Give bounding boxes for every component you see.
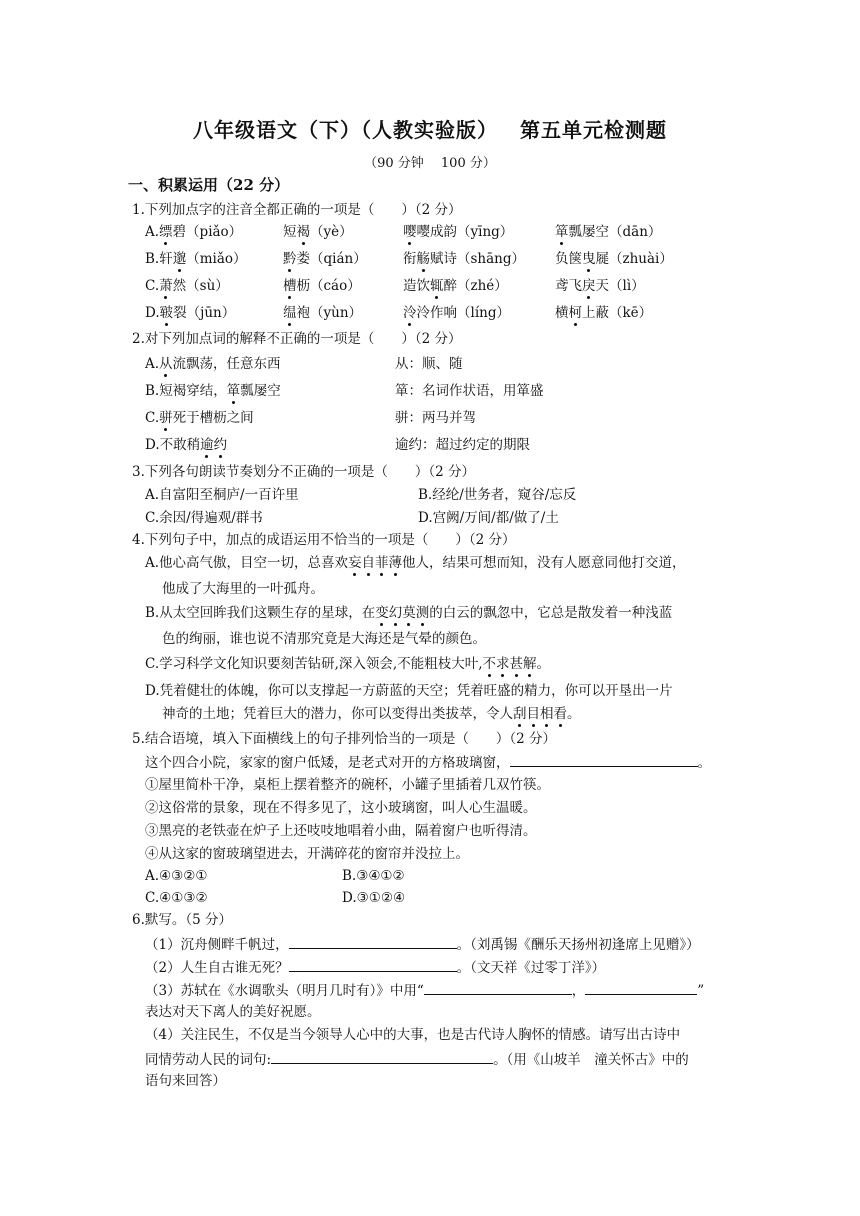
q1-option-c4: 鸢飞戾天（lì）	[555, 278, 645, 294]
q2-option-d-explain: 逾约：超过约定的期限	[395, 437, 530, 453]
q2-option-a: A.从流飘荡，任意东西	[145, 356, 281, 372]
q4-option-c: C.学习科学文化知识要刻苦钻研,深入领会,不能粗枝大叶,不求甚解。	[145, 656, 551, 672]
q1-option-d2: 缊袍（yùn）	[283, 305, 363, 321]
emphasis-char: 妄	[348, 555, 362, 571]
emphasis-char: 薄	[388, 555, 403, 571]
title-main: 八年级语文（下）（人教实验版）	[193, 118, 498, 142]
emphasis-char: 褐	[296, 224, 310, 240]
q4-stem: 4.下列句子中，加点的成语运用不恰当的一项是（ ）（2 分）	[132, 532, 516, 548]
q2-option-d: D.不敢稍逾约	[145, 437, 228, 453]
q6-item-3-quote-end: ”	[697, 983, 705, 999]
emphasis-char: 解	[523, 656, 537, 672]
q1-option-b3: 衔觞赋诗（shāng）	[403, 251, 526, 267]
q1-option-d1: D.皲裂（jūn）	[145, 305, 236, 321]
q6-item-4-line1: （4）关注民生，不仅是当今领导人心中的大事，也是古代诗人胸怀的情感。请写出古诗中	[145, 1027, 681, 1043]
emphasis-char: 幻	[388, 605, 403, 621]
emphasis-char: 缊	[283, 305, 297, 321]
q5-context	[145, 752, 711, 772]
q4-option-a-line1: A.他心高气傲，目空一切，总喜欢妄自菲薄他人，结果可想而知，没有人愿意同他打交道，	[145, 555, 686, 571]
q1-option-c3: 造饮辄醉（zhé）	[403, 278, 508, 294]
q5-context-text: 这个四合小院，家家的窗户低矮，是老式对开的方格玻璃窗，	[145, 755, 510, 771]
q6-item-3	[145, 980, 704, 1000]
q6-item-1-source: 。（刘禹锡《酬乐天扬州初逢席上见赠》）	[456, 937, 700, 953]
emphasis-char: 邈	[172, 251, 187, 267]
q6-item-4-line2	[145, 1049, 689, 1069]
emphasis-char: 相	[540, 706, 554, 722]
emphasis-char: 甚	[509, 656, 524, 672]
emphasis-char: 戾	[582, 278, 596, 294]
q1-option-d3: 泠泠作响（líng）	[403, 305, 510, 321]
emphasis-char: 逾	[200, 437, 214, 453]
emphasis-char: 柯	[568, 305, 582, 321]
q6-item-3-line2: 表达对天下离人的美好祝愿。	[145, 1004, 321, 1020]
q6-item-4-source: 。（用《山坡羊 潼关怀古》中的	[493, 1052, 689, 1068]
q1-option-b4: 负箧曳屣（zhuài）	[555, 251, 673, 267]
q4-option-d-line1: D.凭着健壮的体魄，你可以支撑起一方蔚蓝的天空；凭着旺盛的精力，你可以开垦出一片	[145, 683, 673, 699]
emphasis-char: 皲	[159, 305, 174, 321]
q2-option-b: B.短褐穿结，箪瓢屡空	[145, 383, 281, 399]
q6-item-2-source: 。（文天祥《过零丁洋》）	[456, 960, 606, 976]
q6-item-1-blank[interactable]	[289, 934, 457, 949]
q5-stem: 5.结合语境，填入下面横线上的句子排列恰当的一项是（ ）（2 分）	[132, 731, 557, 747]
emphasis-char: 箪	[226, 383, 241, 399]
q2-option-a-explain: 从：顺、随	[395, 356, 463, 372]
q5-option-d: D.③①②④	[342, 890, 406, 906]
q3-stem: 3.下列各句朗读节奏划分不正确的一项是（ ）（2 分）	[132, 464, 476, 480]
emphasis-char: 不	[482, 656, 497, 672]
q6-item-1	[145, 934, 700, 954]
q4-option-b-line2: 色的绚丽，谁也说不清那究竟是大海还是气晕的颜色。	[162, 631, 486, 647]
q6-item-2-blank[interactable]	[289, 957, 457, 972]
q6-item-3-blank-a[interactable]	[424, 980, 572, 995]
q6-item-3-prompt: （3）苏轼在《水调歌头（明月几时有）》中用“	[145, 983, 424, 999]
exam-time-score: （90 分钟 100 分）	[364, 156, 496, 171]
q1-option-b1: B.轩邈（miǎo）	[145, 251, 247, 267]
q4-option-a-line2: 他成了大海里的一叶孤舟。	[162, 581, 324, 597]
q1-option-a1: A.缥碧（piǎo）	[145, 224, 243, 240]
emphasis-char: 萧	[159, 278, 173, 294]
emphasis-char: 槽	[283, 278, 297, 294]
section-heading: 一、积累运用（22 分）	[128, 176, 290, 194]
emphasis-char: 莫	[402, 605, 416, 621]
q1-option-a4: 箪瓢屡空（dān）	[555, 224, 662, 240]
q5-option-b: B.③④①②	[342, 868, 405, 884]
q4-option-b-line1: B.从太空回眸我们这颗生存的星球，在变幻莫测的白云的飘忽中，它总是散发着一种浅蓝	[145, 605, 673, 621]
q6-stem: 6.默写。（5 分）	[132, 912, 233, 928]
q5-answer-blank[interactable]	[510, 752, 698, 767]
q6-item-4-prompt: 同情劳动人民的词句:	[145, 1052, 272, 1068]
emphasis-char: 辄	[430, 278, 444, 294]
q1-option-a2: 短褐（yè）	[283, 224, 353, 240]
q6-item-3-comma: ，	[571, 983, 586, 999]
q2-stem: 2.对下列加点词的解释不正确的一项是（ ）（2 分）	[132, 331, 462, 347]
q5-option-c: C.④①③②	[145, 890, 208, 906]
emphasis-char: 看	[553, 706, 567, 722]
emphasis-char: 从	[159, 356, 173, 372]
q6-item-4-blank[interactable]	[271, 1049, 493, 1064]
q1-option-c1: C.萧然（sù）	[145, 278, 229, 294]
q1-option-b2: 黔娄（qián）	[283, 251, 367, 267]
q5-sentence-4: ④从这家的窗玻璃望进去，开满碎花的窗帘并没拉上。	[145, 846, 469, 862]
emphasis-char: 缥	[159, 224, 173, 240]
emphasis-char: 曳	[582, 251, 596, 267]
q6-item-1-prompt: （1）沉舟侧畔千帆过，	[145, 937, 289, 953]
q5-option-a: A.④③②①	[145, 868, 208, 884]
q1-option-a3: 嘤嘤成韵（yīng）	[403, 224, 514, 240]
emphasis-char: 刮	[513, 706, 527, 722]
emphasis-char: 黔	[283, 251, 297, 267]
q5-context-end: 。	[697, 755, 711, 771]
q5-sentence-1: ①屋里简朴干净，桌柜上摆着整齐的碗杯，小罐子里插着几双竹筷。	[145, 777, 550, 793]
emphasis-char: 测	[415, 605, 430, 621]
q1-stem: 1.下列加点字的注音全都正确的一项是（ ）（2 分）	[132, 202, 462, 218]
q3-option-a: A.自富阳至桐庐/一百许里	[145, 487, 299, 503]
emphasis-char: 约	[213, 437, 228, 453]
emphasis-char: 菲	[375, 555, 389, 571]
emphasis-char: 觞	[416, 251, 430, 267]
q2-option-b-explain: 箪：名词作状语，用箪盛	[395, 383, 544, 399]
emphasis-char: 变	[375, 605, 389, 621]
q1-option-d4: 横柯上蔽（kē）	[555, 305, 653, 321]
page-title	[0, 114, 860, 143]
q3-option-b: B.经纶/世务者，窥谷/忘反	[418, 487, 577, 503]
q6-item-2-prompt: （2）人生自古谁无死？	[145, 960, 289, 976]
q6-item-3-blank-b[interactable]	[585, 980, 697, 995]
emphasis-char: 求	[496, 656, 510, 672]
q3-option-c: C.余因/得遍观/群书	[145, 510, 263, 526]
q6-item-2	[145, 957, 605, 977]
title-unit: 第五单元检测题	[520, 118, 667, 142]
q4-option-d-line2: 神奇的土地；凭着巨大的潜力，你可以变得出类拔萃，令人刮目相看。	[162, 706, 581, 722]
q5-sentence-2: ②这俗常的景象，现在不得多见了，这小玻璃窗，叫人心生温暖。	[145, 800, 537, 816]
q2-option-c: C.骈死于槽枥之间	[145, 410, 254, 426]
q1-option-c2: 槽枥（cáo）	[283, 278, 361, 294]
emphasis-char: 骈	[159, 410, 173, 426]
emphasis-char: 目	[526, 706, 540, 722]
emphasis-char: 箪	[555, 224, 569, 240]
emphasis-char: 嘤	[403, 224, 417, 240]
q6-item-4-line3: 语句来回答）	[145, 1073, 226, 1089]
emphasis-char: 自	[361, 555, 376, 571]
q3-option-d: D.宫阙/万间/都/做了/土	[418, 510, 559, 526]
emphasis-char: 泠	[403, 305, 417, 321]
q5-sentence-3: ③黑亮的老铁壶在炉子上还吱吱地唱着小曲，隔着窗户也听得清。	[145, 823, 537, 839]
q2-option-c-explain: 骈：两马并驾	[395, 410, 476, 426]
